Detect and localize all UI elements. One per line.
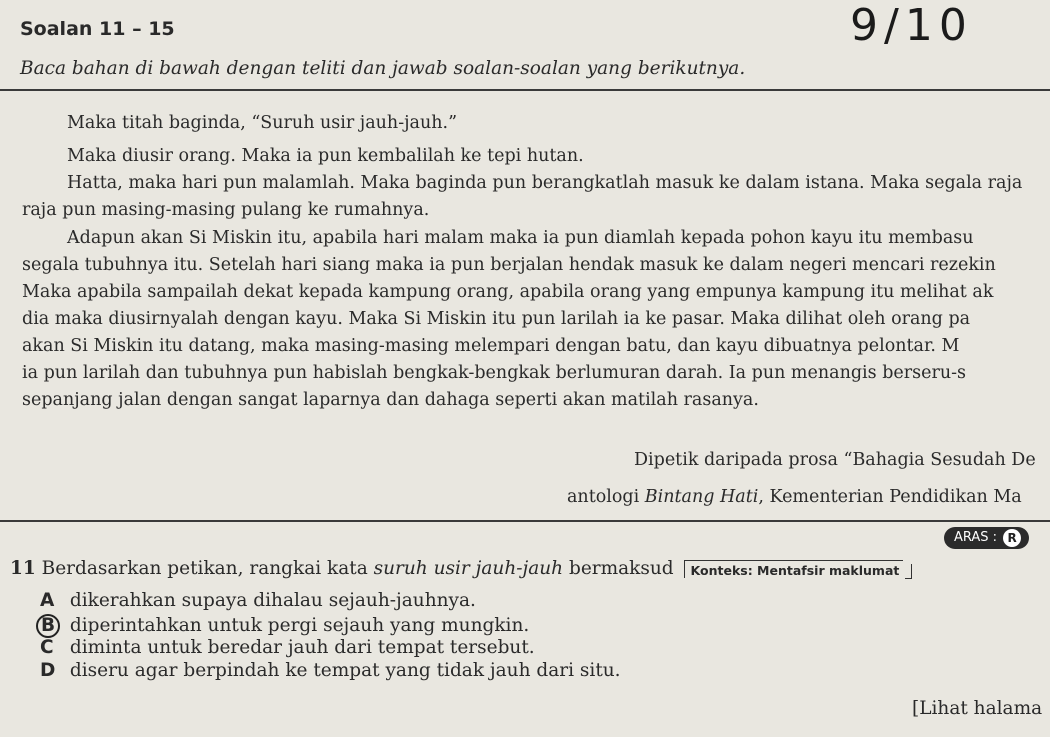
passage-bottom-divider [0,520,1050,522]
passage-line: Maka diusir orang. Maka ia pun kembalilah ke tepi hutan. [67,146,584,166]
option-d[interactable] [40,660,621,681]
option-text: diseru agar berpindah ke tempat yang tidak jauh dari situ. [69,660,621,681]
passage-line: Maka titah baginda, “Suruh usir jauh-jauh.” [67,113,458,133]
passage-line: ia pun larilah dan tubuhnya pun habislah bengkak-bengkak berlumuran darah. Ia pun menangis berseru-s [22,363,966,383]
passage-line: Hatta, maka hari pun malamlah. Maka baginda pun berangkatlah masuk ke dalam istana. Maka segala raja [67,173,1023,193]
anthology-title: Bintang Hati [644,487,759,507]
handwritten-score [850,0,973,51]
option-b[interactable] [40,614,529,638]
passage-line: Adapun akan Si Miskin itu, apabila hari malam maka ia pun diamlah kepada pohon kayu itu membasu [67,228,974,248]
instruction-text: Baca bahan di bawah dengan teliti dan jawab soalan-soalan yang berikutnya. [20,58,746,79]
context-tag-bracket [905,564,912,579]
question-text-before: Berdasarkan petikan, rangkai kata [41,558,374,579]
context-tag: Konteks: Mentafsir maklumat [684,560,904,578]
source-prefix: antologi [567,487,645,507]
question-number: 11 [10,558,36,579]
option-c[interactable] [40,637,535,658]
selected-answer-circle: B [36,614,60,638]
option-letter: A [40,590,55,611]
option-text: dikerahkan supaya dihalau sejauh-jauhnya. [69,590,476,611]
option-letter: C [40,637,54,658]
source-suffix: , Kementerian Pendidikan Ma [758,487,1022,507]
aras-level: R [1003,529,1021,547]
passage-line: segala tubuhnya itu. Setelah hari siang maka ia pun berjalan hendak masuk ke dalam negeri mencari rezekin [22,255,996,275]
passage-line: Maka apabila sampailah dekat kepada kampung orang, apabila orang yang empunya kampung itu melihat ak [22,282,994,302]
score-text: 9/10 [850,0,973,51]
passage-line: dia maka diusirnyalah dengan kayu. Maka Si Miskin itu pun larilah ia ke pasar. Maka dilihat oleh orang pa [22,309,971,329]
source-citation-line-1: Dipetik daripada prosa “Bahagia Sesudah De [634,450,1036,470]
section-title: Soalan 11 – 15 [20,18,175,40]
aras-badge [944,527,1029,549]
option-text: diperintahkan untuk pergi sejauh yang mungkin. [69,615,530,636]
passage-top-divider [0,89,1050,91]
option-letter: D [40,660,56,681]
source-citation-line-2 [567,487,1022,507]
question-text-after: bermaksud [563,558,674,579]
continue-note: [Lihat halama [912,698,1043,719]
passage-line: raja pun masing-masing pulang ke rumahnya. [22,200,430,220]
option-text: diminta untuk beredar jauh dari tempat tersebut. [69,637,535,658]
question-stem [10,558,912,579]
passage-line: akan Si Miskin itu datang, maka masing-masing melempari dengan batu, dan kayu dibuatnya pelontar. M [22,336,960,356]
aras-label: ARAS : [954,530,998,545]
question-phrase: suruh usir jauh-jauh [373,558,564,579]
option-a[interactable] [40,590,476,611]
passage-line: sepanjang jalan dengan sangat laparnya dan dahaga seperti akan matilah rasanya. [22,390,759,410]
